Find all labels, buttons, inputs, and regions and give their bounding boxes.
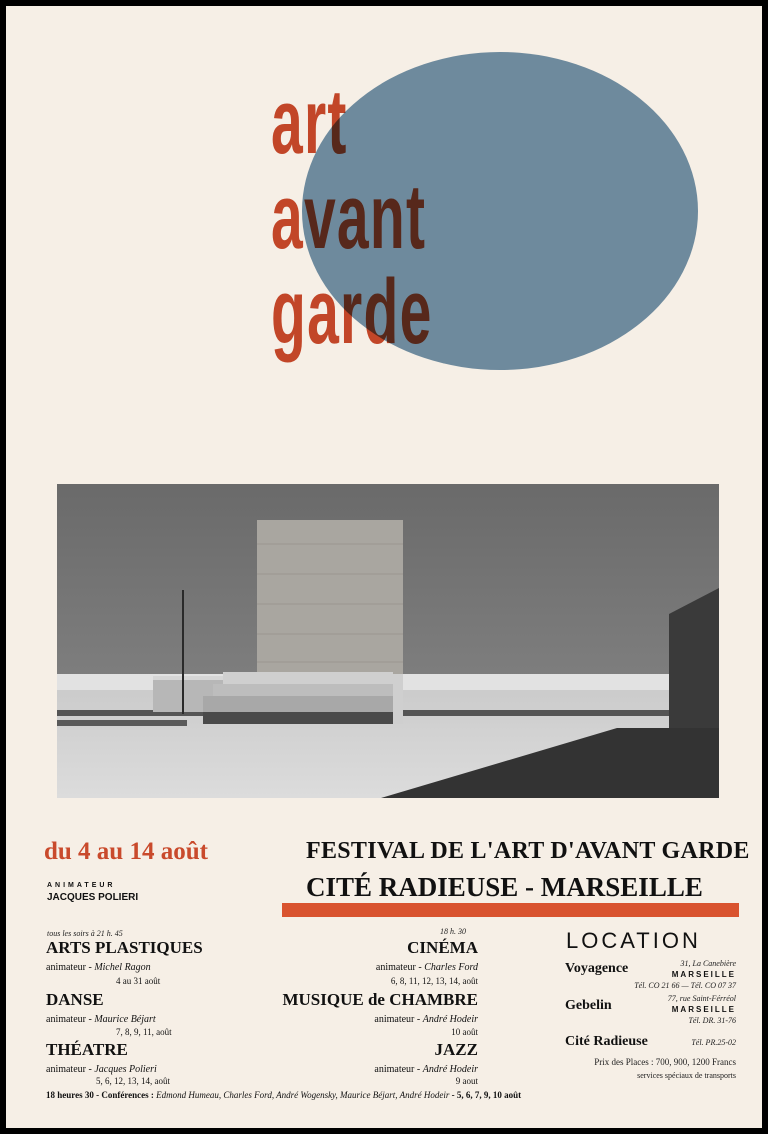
poster-title — [271, 71, 433, 363]
venue-voyagence-phone: Tél. CO 21 66 — Tél. CO 07 37 — [634, 981, 736, 990]
title-line-garde: garde — [271, 261, 433, 363]
venue-voyagence-address: 31, La Canebière — [680, 959, 736, 968]
section-dates-cinema: 6, 8, 11, 12, 13, 14, août — [390, 976, 478, 986]
section-title-musique: MUSIQUE de CHAMBRE — [282, 990, 478, 1009]
venue-gebelin-city: MARSEILLE — [671, 1005, 736, 1014]
section-dates-danse: 7, 8, 9, 11, août — [116, 1027, 172, 1037]
section-animateur-musique: animateur - André Hodeir — [374, 1014, 478, 1025]
venue-cite-radieuse: Cité Radieuse — [565, 1034, 648, 1049]
section-dates-jazz: 9 aout — [455, 1076, 478, 1086]
section-title-danse: DANSE — [46, 990, 104, 1009]
section-title-cinema: CINÉMA — [407, 938, 478, 957]
red-bar — [282, 903, 739, 917]
venue-gebelin: Gebelin — [565, 998, 612, 1013]
afternoon-time: 18 h. 30 — [440, 927, 466, 936]
section-animateur-danse: animateur - Maurice Béjart — [46, 1014, 156, 1025]
venue-voyagence-city: MARSEILLE — [671, 970, 736, 979]
section-animateur-theatre: animateur - Jacques Polieri — [46, 1064, 157, 1075]
section-animateur-arts: animateur - Michel Ragon — [46, 962, 151, 973]
location-title: LOCATION — [566, 928, 701, 953]
animateur-name: JACQUES POLIERI — [47, 892, 139, 903]
ticket-prices: Prix des Places : 700, 900, 1200 Francs — [594, 1057, 736, 1067]
title-line-art: art — [271, 71, 348, 173]
venue-gebelin-phone: Tél. DR. 31-76 — [688, 1016, 736, 1025]
venue-cite-radieuse-phone: Tél. PR.25-02 — [691, 1038, 736, 1047]
section-title-arts: ARTS PLASTIQUES — [46, 938, 203, 957]
venue-voyagence: Voyagence — [565, 961, 629, 976]
section-dates-theatre: 5, 6, 12, 13, 14, août — [96, 1076, 170, 1086]
festival-title: FESTIVAL DE L'ART D'AVANT GARDE — [306, 838, 750, 864]
section-title-jazz: JAZZ — [434, 1040, 478, 1059]
building-photo — [57, 484, 719, 798]
poster — [6, 6, 762, 1128]
section-dates-arts: 4 au 31 août — [116, 976, 161, 986]
title-line-avant: avant — [271, 166, 427, 268]
section-animateur-jazz: animateur - André Hodeir — [374, 1064, 478, 1075]
section-animateur-cinema: animateur - Charles Ford — [375, 962, 478, 973]
conference-footer: 18 heures 30 - Conférences : Edmond Humeau, Charles Ford, André Wogensky, Maurice Béjart, André Hodeir - 5, 6, 7, 9, 10 août — [46, 1090, 522, 1100]
venue-gebelin-address: 77, rue Saint-Férréol — [667, 994, 736, 1003]
festival-location: CITÉ RADIEUSE - MARSEILLE — [306, 872, 703, 902]
section-title-theatre: THÉATRE — [46, 1040, 128, 1059]
evening-time: tous les soirs à 21 h. 45 — [47, 929, 123, 938]
section-dates-musique: 10 août — [451, 1027, 478, 1037]
festival-dates: du 4 au 14 août — [44, 838, 208, 865]
animateur-label: ANIMATEUR — [47, 882, 116, 889]
transport-note: services spéciaux de transports — [637, 1071, 736, 1080]
